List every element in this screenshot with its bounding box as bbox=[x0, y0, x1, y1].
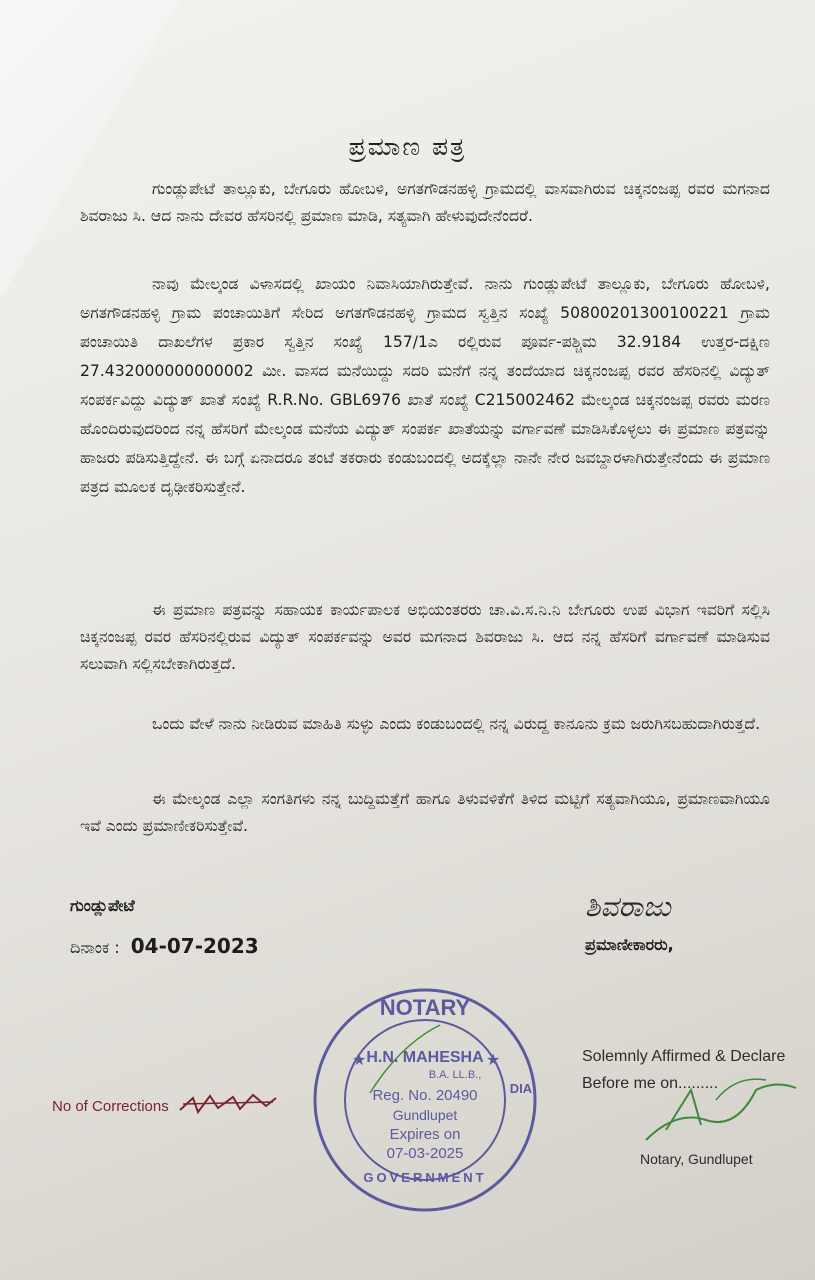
date-label: ದಿನಾಂಕ : bbox=[70, 938, 120, 957]
date-line bbox=[70, 934, 259, 958]
corrections-scribble bbox=[178, 1088, 278, 1118]
svg-text:★: ★ bbox=[486, 1052, 501, 1069]
stamp-degree: B.A. LL.B., bbox=[428, 1069, 482, 1081]
corrections-label: No of Corrections bbox=[52, 1098, 169, 1115]
stamp-expires-date: 07-03-2025 bbox=[386, 1145, 464, 1162]
stamp-place: Gundlupet bbox=[392, 1107, 458, 1123]
notary-before-me: Before me on......... bbox=[582, 1075, 719, 1092]
paragraph-2 bbox=[80, 270, 770, 502]
paragraph-1 bbox=[80, 176, 770, 230]
stamp-left-arc: GOVERNMENT bbox=[363, 1170, 487, 1185]
paragraph-4 bbox=[80, 711, 770, 738]
stamp-expires-label: Expires on bbox=[389, 1126, 461, 1143]
stamp-name: H.N. MAHESHA bbox=[366, 1049, 484, 1066]
paragraph-3-text: ಈ ಪ್ರಮಾಣ ಪತ್ರವನ್ನು ಸಹಾಯಕ ಕಾರ್ಯಪಾಲಕ ಅಭಿಯಂತರರು ಚಾ.ವಿ.ಸ.ನಿ.ನಿ ಬೇಗೂರು ಉಪ ವಿಭಾಗ ಇವರಿಗೆ ಸಲ್ಲಿಸಿ ಚಿಕ್ಕನಂಜಪ್ಪ ರವರ ಹೆಸರಿನಲ್ಲಿರುವ ವಿದ್ಯುತ್ ಸಂಪರ್ಕವನ್ನು ಅವರ ಮಗನಾದ ಶಿವರಾಜು ಸಿ. ಆದ ನನ್ನ ಹೆಸರಿಗೆ ವರ್ಗಾವಣೆ ಮಾಡಿಸುವ ಸಲುವಾಗಿ ಸಲ್ಲಿಸಬೇಕಾಗಿರುತ್ತದೆ. bbox=[80, 601, 770, 673]
date-value: 04-07-2023 bbox=[130, 934, 259, 958]
notary-stamp bbox=[310, 985, 540, 1215]
signer-role: ಪ್ರಮಾಣೀಕಾರರು, bbox=[585, 935, 674, 954]
notary-affirmed: Solemnly Affirmed & Declare bbox=[582, 1048, 786, 1065]
stamp-top-arc: NOTARY bbox=[379, 995, 471, 1020]
notary-title: Notary, Gundlupet bbox=[640, 1151, 753, 1167]
place-label: ಗುಂಡ್ಲುಪೇಟೆ bbox=[70, 896, 135, 915]
signature: ಶಿವರಾಜು bbox=[585, 890, 671, 923]
paragraph-4-text: ಒಂದು ವೇಳೆ ನಾನು ನೀಡಿರುವ ಮಾಹಿತಿ ಸುಳ್ಳು ಎಂದು ಕಂಡುಬಂದಲ್ಲಿ ನನ್ನ ವಿರುದ್ದ ಕಾನೂನು ಕ್ರಮ ಜರುಗಿಸಬಹುದಾಗಿರುತ್ತದೆ. bbox=[152, 715, 761, 733]
svg-text:★: ★ bbox=[352, 1052, 367, 1069]
paragraph-5 bbox=[80, 786, 770, 840]
stamp-right-arc: DIA bbox=[509, 1081, 533, 1096]
paragraph-3 bbox=[80, 597, 770, 678]
paragraph-5-text: ಈ ಮೇಲ್ಕಂಡ ಎಲ್ಲಾ ಸಂಗತಿಗಳು ನನ್ನ ಬುದ್ದಿಮತ್ತೆಗೆ ಹಾಗೂ ತಿಳುವಳಿಕೆಗೆ ತಿಳಿದ ಮಟ್ಟಿಗೆ ಸತ್ಯವಾಗಿಯೂ, ಪ್ರಮಾಣವಾಗಿಯೂ ಇವೆ ಎಂದು ಪ್ರಮಾಣೀಕರಿಸುತ್ತೇವೆ. bbox=[80, 790, 770, 835]
stamp-reg: Reg. No. 20490 bbox=[372, 1087, 478, 1104]
document-title: ಪ್ರಮಾಣ ಪತ್ರ bbox=[348, 132, 467, 161]
notary-signature bbox=[636, 1070, 806, 1150]
paragraph-2-text: ನಾವು ಮೇಲ್ಕಂಡ ವಿಳಾಸದಲ್ಲಿ ಖಾಯಂ ನಿವಾಸಿಯಾಗಿರುತ್ತೇವೆ. ನಾನು ಗುಂಡ್ಲುಪೇಟೆ ತಾಲ್ಲೂಕು, ಬೇಗೂರು ಹೋಬಳಿ, ಅಗತಗೌಡನಹಳ್ಳಿ ಗ್ರಾಮ ಪಂಚಾಯಿತಿಗೆ ಸೇರಿದ ಅಗತಗೌಡನಹಳ್ಳಿ ಗ್ರಾಮದ ಸ್ವತ್ತಿನ ಸಂಖ್ಯೆ 50800201300100221 ಗ್ರಾಮ ಪಂಚಾಯಿತಿ ದಾಖಲೆಗಳ ಪ್ರಕಾರ ಸ್ವತ್ತಿನ ಸಂಖ್ಯೆ 157/1ಎ ರಲ್ಲಿರುವ ಪೂರ್ವ-ಪಶ್ಚಿಮ 32.9184 ಉತ್ತರ-ದಕ್ಷಿಣ 27.432000000000002 ಮೀ. ವಾಸದ ಮನೆಯಿದ್ದು ಸದರಿ ಮನೆಗೆ ನನ್ನ ತಂದೆಯಾದ ಚಿಕ್ಕನಂಜಪ್ಪ ರವರ ಹೆಸರಿನಲ್ಲಿ ವಿದ್ಯುತ್ ಸಂಪರ್ಕವಿದ್ದು ವಿದ್ಯುತ್ ಖಾತೆ ಸಂಖ್ಯೆ R.R.No. GBL6976 ಖಾತೆ ಸಂಖ್ಯೆ C215002462 ಮೇಲ್ಕಂಡ ಚಿಕ್ಕನಂಜಪ್ಪ ರವರು ಮರಣ ಹೊಂದಿರುವುದರಿಂದ ನನ್ನ ಹೆಸರಿಗೆ ಮೇಲ್ಕಂಡ ಮನೆಯ ವಿದ್ಯುತ್ ಸಂಪರ್ಕ ಖಾತೆಯನ್ನು ವರ್ಗಾವಣೆ ಮಾಡಿಸಿಕೊಳ್ಳಲು ಈ ಪ್ರಮಾಣ ಪತ್ರವನ್ನು ಹಾಜರು ಪಡಿಸುತ್ತಿದ್ದೇನೆ. ಈ ಬಗ್ಗೆ ಏನಾದರೂ ತಂಟೆ ತಕರಾರು ಕಂಡುಬಂದಲ್ಲಿ ಅದಕ್ಕೆಲ್ಲಾ ನಾನೇ ನೇರ ಜವಬ್ದಾರಳಾಗಿರುತ್ತೇನೆಂದು ಈ ಪ್ರಮಾಣ ಪತ್ರದ ಮೂಲಕ ದೃಢೀಕರಿಸುತ್ತೇನೆ. bbox=[80, 275, 770, 496]
paragraph-1-text: ಗುಂಡ್ಲುಪೇಟೆ ತಾಲ್ಲೂಕು, ಬೇಗೂರು ಹೋಬಳಿ, ಅಗತಗೌಡನಹಳ್ಳಿ ಗ್ರಾಮದಲ್ಲಿ ವಾಸವಾಗಿರುವ ಚಿಕ್ಕನಂಜಪ್ಪ ರವರ ಮಗನಾದ ಶಿವರಾಜು ಸಿ. ಆದ ನಾನು ದೇವರ ಹೆಸರಿನಲ್ಲಿ ಪ್ರಮಾಣ ಮಾಡಿ, ಸತ್ಯವಾಗಿ ಹೇಳುವುದೇನೆಂದರೆ. bbox=[80, 180, 770, 225]
